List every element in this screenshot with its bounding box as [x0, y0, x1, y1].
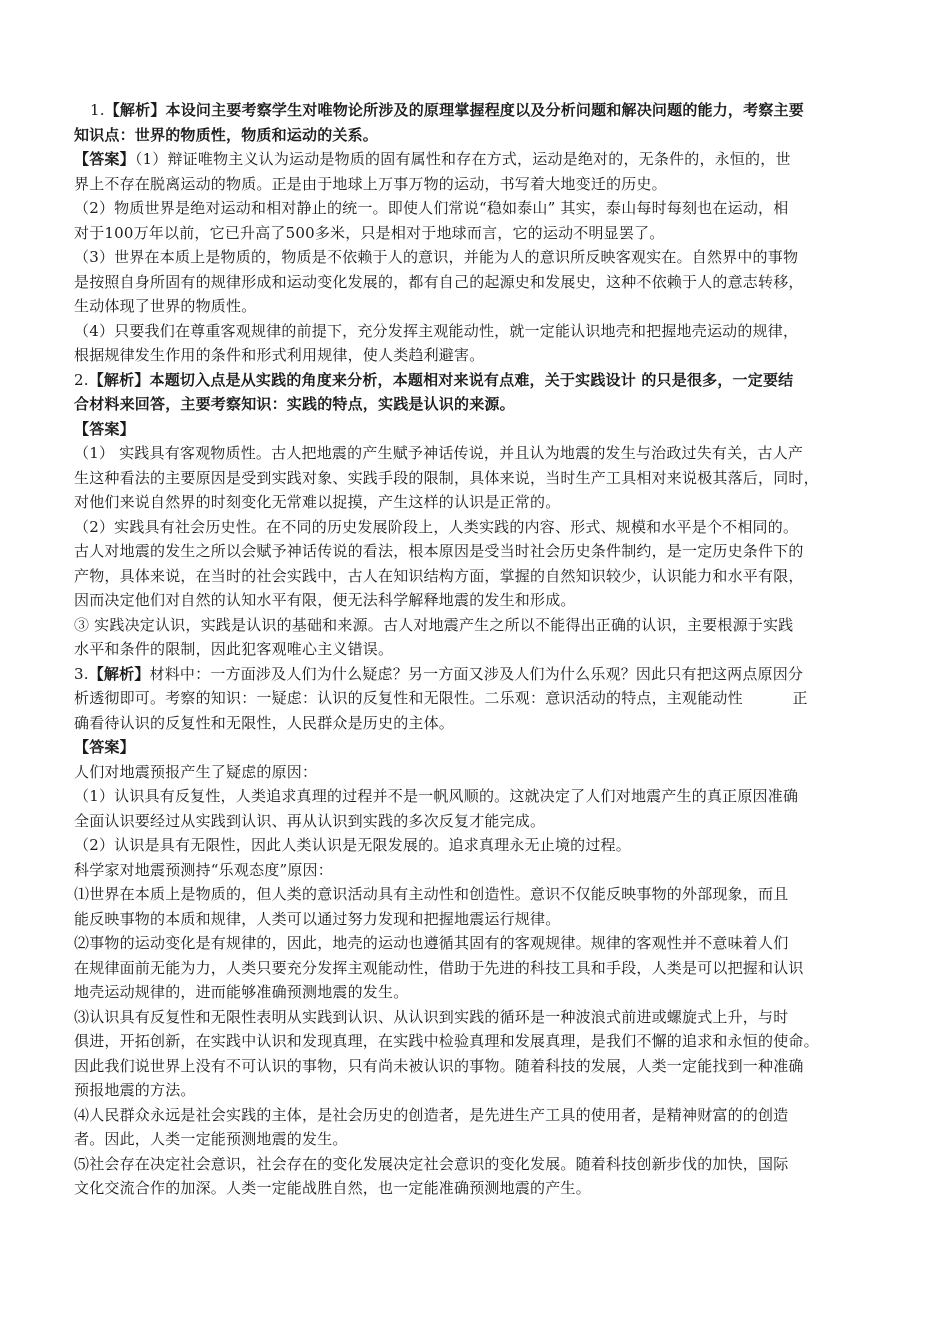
q1-heading	[74, 98, 886, 123]
q1-p3-line-1: （3）世界在本质上是物质的，物质是不依赖于人的意识，并能为人的意识所反映客观实在。自然界中的事物	[74, 248, 799, 266]
q3-o3-line-3: 因此我们说世界上没有不可认识的事物，只有尚未被认识的事物。随着科技的发展，人类一定能找到一种准确	[74, 1056, 804, 1075]
q3-o5-line-2: 文化交流合作的加深。人类一定能战胜自然，也一定能准确预测地震的产生。	[74, 1179, 591, 1197]
q1-analysis-tag: 【解析】	[104, 101, 166, 119]
q3-answer-tag: 【答案】	[74, 738, 135, 756]
q3-d1-line-1: （1）认识具有反复性，人类追求真理的过程并不是一帆风顺的。这就决定了人们对地震产生的真正原因准确	[74, 787, 799, 805]
q1-p4-line-2: 根据规律发生作用的条件和形式利用规律，使人类趋利避害。	[74, 346, 485, 364]
q2-analysis-text-2: 合材料来回答，主要考察知识：实践的特点，实践是认识的来源。	[74, 395, 515, 413]
q2-p1-line-3: 对他们来说自然界的时刻变化无常难以捉摸，产生这样的认识是正常的。	[74, 493, 561, 511]
q2-p3-line-1: ③ 实践决定认识，实践是认识的基础和来源。古人对地震产生之所以不能得出正确的认识，主要根源于实践	[74, 615, 794, 634]
q3-analysis-text-2: 析透彻即可。考察的知识：一疑虑：认识的反复性和无限性。二乐观：意识活动的特点，主观能动性 正	[74, 689, 808, 707]
q3-d2-line-1: （2）认识是具有无限性，因此人类认识是无限发展的。追求真理永无止境的过程。	[74, 836, 631, 854]
q2-analysis-tag: 【解析】	[88, 370, 150, 389]
q1-analysis-text-1: 本设问主要考察学生对唯物论所涉及的原理掌握程度以及分析问题和解决问题的能力，考察主要	[165, 101, 804, 119]
q3-d1-line-2: 全面认识要经过从实践到认识、再从认识到实践的多次反复才能完成。	[74, 811, 546, 830]
q3-analysis-text-1: 材料中：一方面涉及人们为什么疑虑？另一方面又涉及人们为什么乐观？因此只有把这两点原因分	[149, 664, 804, 683]
document-page	[74, 98, 886, 1201]
q2-p2-line-3: 产物，具体来说，在当时的社会实践中，古人在知识结构方面，掌握的自然知识较少，认识能力和水平有限，	[74, 566, 804, 585]
q3-o4-line-1: ⑷人民群众永远是社会实践的主体，是社会历史的创造者，是先进生产工具的使用者，是精神财富的的创造	[74, 1105, 789, 1124]
q3-o2-line-1: ⑵事物的运动变化是有规律的，因此，地壳的运动也遵循其固有的客观规律。规律的客观性并不意味着人们	[74, 934, 789, 952]
q3-number: 3.	[74, 664, 89, 683]
q2-p2-line-1: （2）实践具有社会历史性。在不同的历史发展阶段上，人类实践的内容、形式、规模和水平是个不相同的。	[74, 517, 799, 536]
q1-analysis-text-2: 知识点：世界的物质性，物质和运动的关系。	[74, 125, 379, 144]
q3-doubt-intro: 人们对地震预报产生了疑虑的原因：	[74, 762, 318, 781]
q1-p1-line-2: 界上不存在脱离运动的物质。正是由于地球上万事万物的运动，书写着大地变迁的历史。	[74, 174, 667, 193]
q3-o4-line-2: 者。因此，人类一定能预测地震的发生。	[74, 1130, 348, 1148]
q1-p3-line-2: 是按照自身所固有的规律形成和运动变化发展的，都有自己的起源史和发展史，这种不依赖于人的意志转移，	[74, 272, 804, 291]
q1-p4-line-1: （4）只要我们在尊重客观规律的前提下，充分发挥主观能动性，就一定能认识地壳和把握地壳运动的规律，	[74, 321, 799, 340]
q1-number: 1.	[90, 101, 105, 119]
q3-o5-line-1: ⑸社会存在决定社会意识，社会存在的变化发展决定社会意识的变化发展。随着科技创新步伐的加快，国际	[74, 1154, 789, 1173]
q2-p1-line-2: 生这种看法的主要原因是受到实践对象、实践手段的限制，具体来说，当时生产工具相对来说极其落后，同时，	[74, 468, 819, 487]
q1-p2-line-1: （2）物质世界是绝对运动和相对静止的统一。即使人们常说“稳如泰山” 其实，泰山每时每刻也在运动，相	[74, 199, 789, 217]
q3-o3-line-1: ⑶认识具有反复性和无限性表明从实践到认识、从认识到实践的循环是一种波浪式前进或螺旋式上升，与时	[74, 1007, 789, 1026]
q3-o1-line-2: 能反映事物的本质和规律，人类可以通过努力发现和把握地震运行规律。	[74, 909, 561, 928]
q3-o1-line-1: ⑴世界在本质上是物质的，但人类的意识活动具有主动性和创造性。意识不仅能反映事物的外部现象，而且	[74, 885, 789, 903]
q3-analysis-tag: 【解析】	[88, 664, 150, 683]
q3-o2-line-2: 在规律面前无能为力，人类只要充分发挥主观能动性，借助于先进的科技工具和手段，人类是可以把握和认识	[74, 958, 804, 977]
q3-o3-line-2: 俱进，开拓创新，在实践中认识和发现真理，在实践中检验真理和发展真理，是我们不懈的追求和永恒的使命。	[74, 1032, 819, 1050]
q2-answer-tag: 【答案】	[74, 419, 135, 438]
q3-heading	[74, 662, 886, 687]
q2-p1-line-1: （1） 实践具有客观物质性。古人把地震的产生赋予神话传说，并且认为地震的发生与治政过失有关，古人产	[74, 444, 804, 462]
q3-optimism-intro: 科学家对地震预测持“乐观态度”原因：	[74, 860, 333, 879]
q3-o3-line-4: 预报地震的方法。	[74, 1081, 196, 1099]
q3-o2-line-3: 地壳运动规律的，进而能够准确预测地震的发生。	[74, 983, 409, 1001]
q1-answer-line	[74, 147, 886, 172]
q2-p3-line-2: 水平和条件的限制，因此犯客观唯心主义错误。	[74, 640, 394, 658]
q2-p2-line-2: 古人对地震的发生之所以会赋予神话传说的看法，根本原因是受当时社会历史条件制约，是一定历史条件下的	[74, 542, 804, 560]
q1-p1-line-1: （1）辩证唯物主义认为运动是物质的固有属性和存在方式，运动是绝对的，无条件的，永恒的，世	[134, 150, 791, 168]
q1-answer-tag: 【答案】	[74, 150, 135, 168]
q2-heading	[74, 368, 886, 393]
q1-p2-line-2: 对于100万年以前，它已升高了500多米，只是相对于地球而言，它的运动不明显罢了。	[74, 223, 665, 242]
q2-number: 2.	[74, 370, 89, 389]
q3-analysis-text-3: 确看待认识的反复性和无限性，人民群众是历史的主体。	[74, 713, 455, 732]
q1-p3-line-3: 生动体现了世界的物质性。	[74, 297, 257, 315]
q2-p2-line-4: 因而决定他们对自然的认知水平有限，便无法科学解释地震的发生和形成。	[74, 591, 576, 609]
q2-analysis-text-1: 本题切入点是从实践的角度来分析，本题相对来说有点难，关于实践设计 的只是很多，一定要结	[149, 370, 794, 389]
